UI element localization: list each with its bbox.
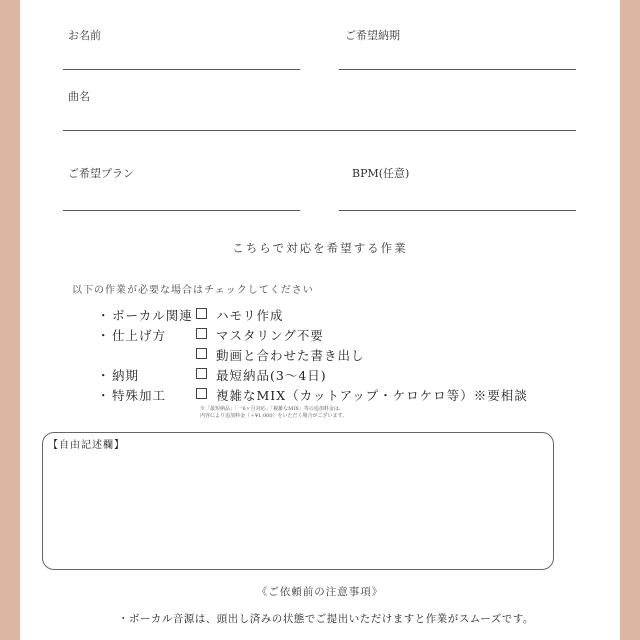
song-title-label: 曲名 [68,90,90,103]
option-video-export-label: 動画と合わせた書き出し [216,348,365,363]
checkbox-no-mastering[interactable] [196,326,207,341]
option-harmony-label: ハモリ作成 [216,308,284,323]
row-category: 仕上げ方 [112,328,167,343]
row-category: 納期 [112,368,140,383]
caution-item: ・ボーカル音源は、頭出し済みの状態でご提出いただけますと作業がスムーズです。 [118,613,534,625]
fee-note-line-1: ※「最短納品」「一6ヶ月対応」「複雑なMIX」等の追加料金は、 [200,406,344,412]
free-description-box[interactable] [42,432,554,570]
deadline-input-line[interactable] [339,69,576,70]
row-bullet: ・ [97,308,111,323]
song-title-input-line[interactable] [63,130,576,131]
row-bullet: ・ [97,388,111,403]
fee-note-line-2: 内容により追加料金（＋¥1,000）をいただく場合がございます。 [200,413,348,419]
row-bullet: ・ [97,328,111,343]
plan-label: ご希望プラン [68,167,134,180]
bpm-input-line[interactable] [339,210,576,211]
bpm-label: BPM(任意) [352,167,410,180]
deadline-label: ご希望納期 [345,29,400,42]
option-express-delivery-label: 最短納品(3〜4日) [216,368,327,383]
row-category: 特殊加工 [112,388,167,403]
work-section-title: こちらで対応を希望する作業 [232,241,408,255]
name-input-line[interactable] [63,69,300,70]
row-category: ボーカル関連 [112,308,193,323]
checkbox-harmony[interactable] [196,306,207,321]
free-description-label: 【自由記述欄】 [48,440,125,451]
name-label: お名前 [68,29,101,42]
option-no-mastering-label: マスタリング不要 [216,328,324,343]
plan-input-line[interactable] [63,210,300,211]
work-instruction: 以下の作業が必要な場合はチェックしてください [72,285,314,296]
option-complex-mix-label: 複雑なMIX（カットアップ・ケロケロ等）※要相談 [216,388,528,403]
checkbox-video-export[interactable] [196,346,207,361]
checkbox-express-delivery[interactable] [196,366,207,381]
row-bullet: ・ [97,368,111,383]
caution-title: 《ご依頼前の注意事項》 [256,586,384,598]
checkbox-complex-mix[interactable] [196,386,207,401]
